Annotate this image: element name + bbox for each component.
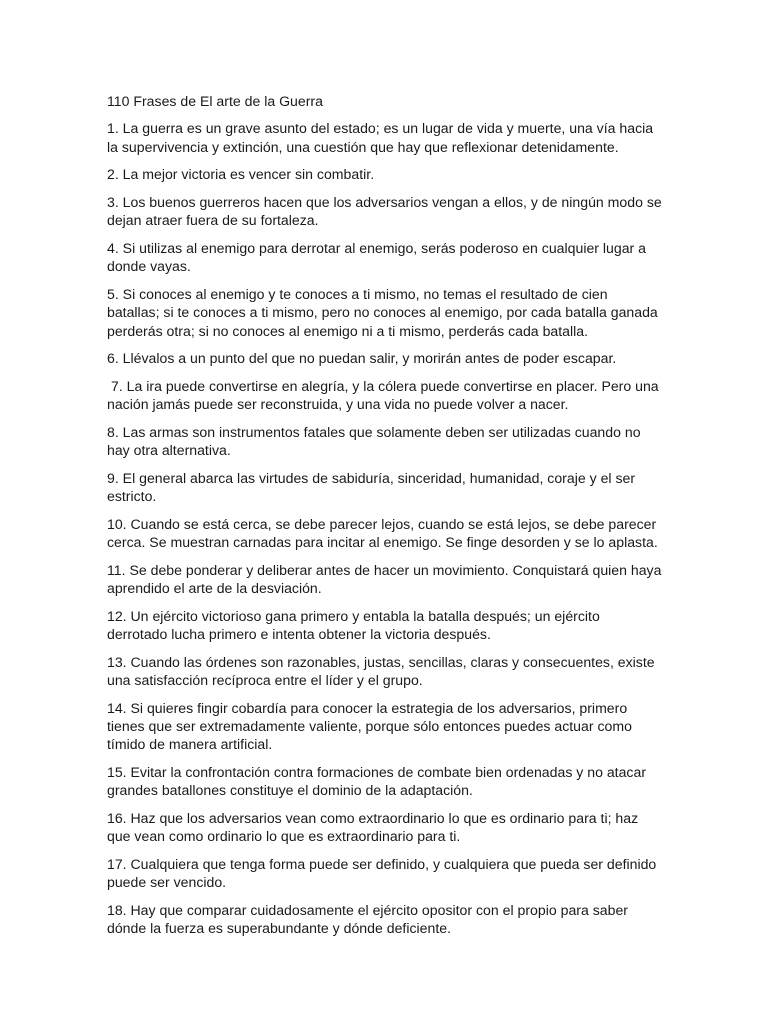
quote-10: 10. Cuando se está cerca, se debe parecer lejos, cuando se está lejos, se debe parecer cerca. Se muestran carnadas para incitar al enemigo. Se finge desorden y se lo aplasta. xyxy=(107,515,658,551)
quote-6: 6. Llévalos a un punto del que no puedan salir, y morirán antes de poder escapar. xyxy=(107,350,617,367)
quote-2: 2. La mejor victoria es vencer sin combatir. xyxy=(107,166,375,183)
quote-16: 16. Haz que los adversarios vean como extraordinario lo que es ordinario para ti; haz que vean como ordinario lo que es extraordinario para ti. xyxy=(107,810,639,845)
quote-13: 13. Cuando las órdenes son razonables, justas, sencillas, claras y consecuentes, existe una satisfacción recíproca entre el líder y el grupo. xyxy=(107,653,655,689)
quote-18: 18. Hay que comparar cuidadosamente el ejército opositor con el propio para saber dónde la fuerza es superabundante y dónde deficiente. xyxy=(107,902,628,937)
quote-15: 15. Evitar la confrontación contra formaciones de combate bien ordenadas y no atacar grandes batallones constituye el dominio de la adaptación. xyxy=(107,764,647,799)
quote-17: 17. Cualquiera que tenga forma puede ser definido, y cualquiera que pueda ser definido puede ser vencido. xyxy=(107,856,657,891)
quote-14: 14. Si quieres fingir cobardía para conocer la estrategia de los adversarios, primero tienes que ser extremadamente valiente, porque sólo entonces puedes actuar como tímido de manera artificial. xyxy=(107,699,632,753)
quote-11: 11. Se debe ponderar y deliberar antes de hacer un movimiento. Conquistará quien haya aprendido el arte de la desviación. xyxy=(107,561,662,597)
quote-12: 12. Un ejército victorioso gana primero y entabla la batalla después; un ejército derrotado lucha primero e intenta obtener la victoria después. xyxy=(107,607,600,643)
quote-3: 3. Los buenos guerreros hacen que los adversarios vengan a ellos, y de ningún modo se dejan atraer fuera de su fortaleza. xyxy=(107,193,662,229)
quote-7: 7. La ira puede convertirse en alegría, y la cólera puede convertirse en placer. Pero una nación jamás puede ser reconstruida, y una vida no puede volver a nacer. xyxy=(107,377,659,413)
quote-4: 4. Si utilizas al enemigo para derrotar al enemigo, serás poderoso en cualquier lugar a donde vayas. xyxy=(107,239,647,275)
quote-1: 1. La guerra es un grave asunto del estado; es un lugar de vida y muerte, una vía hacia la supervivencia y extinción, una cuestión que hay que reflexionar detenidamente. xyxy=(107,120,654,155)
quote-9: 9. El general abarca las virtudes de sabiduría, sinceridad, humanidad, coraje y el ser estricto. xyxy=(107,469,636,505)
document-title: 110 Frases de El arte de la Guerra xyxy=(107,93,323,109)
quote-5: 5. Si conoces al enemigo y te conoces a ti mismo, no temas el resultado de cien batallas; si te conoces a ti mismo, pero no conoces al enemigo, por cada batalla ganada perderás otra; si no conoces al enemigo ni a ti mismo, perderás cada batalla. xyxy=(107,285,658,339)
quote-8: 8. Las armas son instrumentos fatales que solamente deben ser utilizadas cuando no hay otra alternativa. xyxy=(107,423,641,459)
document-page xyxy=(107,92,663,947)
